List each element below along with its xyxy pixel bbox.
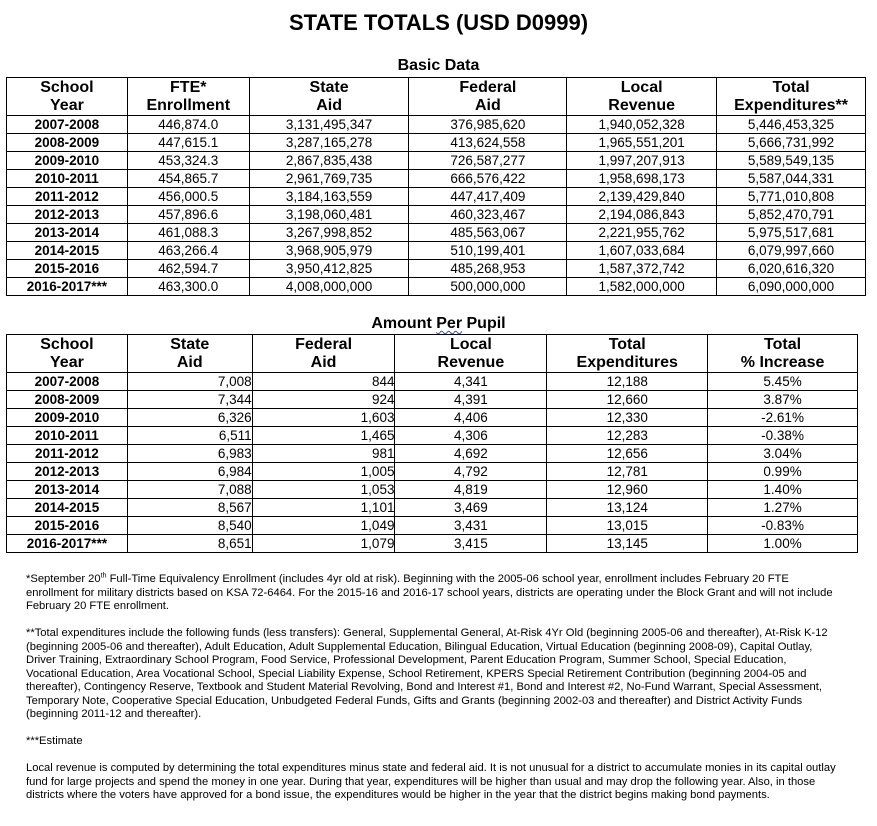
- basic-data-table: [6, 77, 866, 296]
- table-cell: 6,020,616,320: [717, 260, 866, 278]
- table-cell: 12,960: [547, 481, 708, 499]
- table-cell: 5,852,470,791: [717, 206, 866, 224]
- table-row: [7, 224, 866, 242]
- table-cell: 4,391: [395, 391, 547, 409]
- table-cell: 463,266.4: [127, 242, 249, 260]
- table-cell: 12,283: [547, 427, 708, 445]
- table-cell: 4,341: [395, 373, 547, 391]
- school-year-cell: 2009-2010: [7, 152, 128, 170]
- table-cell: 1.27%: [708, 499, 858, 517]
- table-row: [7, 260, 866, 278]
- footnotes: [26, 573, 838, 816]
- table-cell: 3,431: [395, 517, 547, 535]
- table-cell: 5,446,453,325: [717, 116, 866, 134]
- table-cell: 13,145: [547, 535, 708, 553]
- table-cell: 446,874.0: [127, 116, 249, 134]
- table-cell: 6,326: [127, 409, 252, 427]
- basic-header-row: [7, 78, 866, 116]
- table-cell: 454,865.7: [127, 170, 249, 188]
- table-cell: 666,576,422: [409, 170, 567, 188]
- table-cell: 8,567: [127, 499, 252, 517]
- table-cell: 2,139,429,840: [567, 188, 717, 206]
- table-row: [7, 134, 866, 152]
- table-cell: 3.87%: [708, 391, 858, 409]
- table-row: [7, 517, 858, 535]
- table-row: [7, 152, 866, 170]
- table-cell: 453,324.3: [127, 152, 249, 170]
- table-cell: 5,589,549,135: [717, 152, 866, 170]
- local-revenue-note: Local revenue is computed by determining the total expenditures minus state and federal aid. It is not unusual for a district to accumulate monies in its capital outlay fund for large projects and spend the money in one year. During that year, expenditures will be higher than usual and may drop the following year. Also, in those districts where the voters have approved for a bond issue, the expenditures would be higher in the year that the district begins making bond payments.: [26, 762, 836, 801]
- school-year-cell: 2007-2008: [7, 116, 128, 134]
- table-cell: 12,781: [547, 463, 708, 481]
- header-percent-increase: Total % Increase: [708, 335, 858, 373]
- table-cell: 6,511: [127, 427, 252, 445]
- table-cell: 1,587,372,742: [567, 260, 717, 278]
- table-cell: 500,000,000: [409, 278, 567, 296]
- header-fte-enrollment: FTE* Enrollment: [127, 78, 249, 116]
- table-cell: 12,660: [547, 391, 708, 409]
- table-cell: 13,124: [547, 499, 708, 517]
- table-cell: 5,587,044,331: [717, 170, 866, 188]
- table-cell: 2,867,835,438: [249, 152, 409, 170]
- table-cell: 6,090,000,000: [717, 278, 866, 296]
- table-cell: 1.00%: [708, 535, 858, 553]
- school-year-cell: 2012-2013: [7, 206, 128, 224]
- table-row: [7, 499, 858, 517]
- table-cell: 4,692: [395, 445, 547, 463]
- school-year-cell: 2009-2010: [7, 409, 128, 427]
- table-cell: 1,053: [252, 481, 395, 499]
- table-cell: 1,005: [252, 463, 395, 481]
- table-cell: 924: [252, 391, 395, 409]
- table-cell: 7,008: [127, 373, 252, 391]
- table-row: [7, 391, 858, 409]
- school-year-cell: 2016-2017***: [7, 278, 128, 296]
- table-cell: 1,582,000,000: [567, 278, 717, 296]
- school-year-cell: 2012-2013: [7, 463, 128, 481]
- table-cell: 3,184,163,559: [249, 188, 409, 206]
- table-cell: 1,965,551,201: [567, 134, 717, 152]
- table-cell: 4,819: [395, 481, 547, 499]
- table-cell: 13,015: [547, 517, 708, 535]
- table-cell: 5,771,010,808: [717, 188, 866, 206]
- table-cell: -0.83%: [708, 517, 858, 535]
- header-state-aid: State Aid: [249, 78, 409, 116]
- table-cell: 1,049: [252, 517, 395, 535]
- table-cell: 4,406: [395, 409, 547, 427]
- school-year-cell: 2014-2015: [7, 499, 128, 517]
- table-cell: 2,961,769,735: [249, 170, 409, 188]
- table-cell: 3,267,998,852: [249, 224, 409, 242]
- table-cell: 462,594.7: [127, 260, 249, 278]
- school-year-cell: 2014-2015: [7, 242, 128, 260]
- table-row: [7, 206, 866, 224]
- table-cell: 2,194,086,843: [567, 206, 717, 224]
- table-cell: 0.99%: [708, 463, 858, 481]
- estimate-footnote: ***Estimate: [26, 735, 83, 747]
- table-cell: 3,198,060,481: [249, 206, 409, 224]
- table-row: [7, 409, 858, 427]
- table-row: [7, 445, 858, 463]
- table-cell: 461,088.3: [127, 224, 249, 242]
- table-row: [7, 188, 866, 206]
- header-school-year: School Year: [7, 335, 128, 373]
- per-pupil-heading: Amount Per Pupil: [371, 315, 506, 332]
- table-cell: 6,983: [127, 445, 252, 463]
- table-cell: 3,469: [395, 499, 547, 517]
- table-cell: 4,792: [395, 463, 547, 481]
- table-cell: 3,131,495,347: [249, 116, 409, 134]
- header-total-expenditures: Total Expenditures: [547, 335, 708, 373]
- header-local-revenue: Local Revenue: [395, 335, 547, 373]
- table-cell: -0.38%: [708, 427, 858, 445]
- table-row: [7, 242, 866, 260]
- table-cell: 981: [252, 445, 395, 463]
- table-cell: 4,306: [395, 427, 547, 445]
- table-cell: 1,101: [252, 499, 395, 517]
- page-title: STATE TOTALS (USD D0999): [288, 10, 589, 35]
- school-year-cell: 2010-2011: [7, 427, 128, 445]
- table-cell: 485,268,953: [409, 260, 567, 278]
- school-year-cell: 2013-2014: [7, 224, 128, 242]
- table-row: [7, 481, 858, 499]
- table-cell: 447,417,409: [409, 188, 567, 206]
- table-row: [7, 170, 866, 188]
- school-year-cell: 2013-2014: [7, 481, 128, 499]
- table-cell: 3,415: [395, 535, 547, 553]
- school-year-cell: 2010-2011: [7, 170, 128, 188]
- table-cell: 460,323,467: [409, 206, 567, 224]
- table-cell: 12,330: [547, 409, 708, 427]
- table-cell: 1,607,033,684: [567, 242, 717, 260]
- table-cell: 3.04%: [708, 445, 858, 463]
- table-cell: 5.45%: [708, 373, 858, 391]
- table-cell: 413,624,558: [409, 134, 567, 152]
- table-cell: 3,968,905,979: [249, 242, 409, 260]
- table-cell: 463,300.0: [127, 278, 249, 296]
- school-year-cell: 2015-2016: [7, 260, 128, 278]
- table-cell: 457,896.6: [127, 206, 249, 224]
- table-cell: 3,287,165,278: [249, 134, 409, 152]
- table-cell: 726,587,277: [409, 152, 567, 170]
- table-row: [7, 373, 858, 391]
- table-cell: 8,540: [127, 517, 252, 535]
- table-cell: 8,651: [127, 535, 252, 553]
- header-total-expenditures: Total Expenditures**: [717, 78, 866, 116]
- table-cell: 12,656: [547, 445, 708, 463]
- table-cell: 1,997,207,913: [567, 152, 717, 170]
- table-cell: 844: [252, 373, 395, 391]
- table-cell: 3,950,412,825: [249, 260, 409, 278]
- table-cell: 5,975,517,681: [717, 224, 866, 242]
- table-cell: 5,666,731,992: [717, 134, 866, 152]
- school-year-cell: 2008-2009: [7, 391, 128, 409]
- table-row: [7, 116, 866, 134]
- table-cell: 456,000.5: [127, 188, 249, 206]
- school-year-cell: 2007-2008: [7, 373, 128, 391]
- table-cell: 7,344: [127, 391, 252, 409]
- pupil-header-row: [7, 335, 858, 373]
- table-cell: 1,465: [252, 427, 395, 445]
- school-year-cell: 2011-2012: [7, 445, 128, 463]
- table-cell: 376,985,620: [409, 116, 567, 134]
- table-cell: 1,958,698,173: [567, 170, 717, 188]
- table-cell: 1.40%: [708, 481, 858, 499]
- expenditures-footnote: **Total expenditures include the following funds (less transfers): General, Supplemental General, At-Risk 4Yr Old (beginning 2005-06 and thereafter), At-Risk K-12 (beginning 2005-06 and thereafter), Adult Education, Adult Supplemental Education, Bilingual Education, Virtual Education (beginning 2008-09), Capital Outlay, Driver Training, Extraordinary School Program, Food Service, Professional Development, Parent Education Program, Summer School, Special Education, Vocational Education, Area Vocational School, Special Liability Expense, School Retirement, KPERS Special Retirement Contribution (beginning 2004-05 and thereafter), Contingency Reserve, Textbook and Student Material Revolving, Bond and Interest #1, Bond and Interest #2, No-Fund Warrant, Special Assessment, Temporary Note, Cooperative Special Education, Unbudgeted Federal Funds, Gifts and Grants (beginning 2002-03 and thereafter) and District Activity Funds (beginning 2011-12 and thereafter).: [26, 627, 828, 720]
- table-cell: 4,008,000,000: [249, 278, 409, 296]
- table-row: [7, 535, 858, 553]
- table-row: [7, 463, 858, 481]
- table-cell: 485,563,067: [409, 224, 567, 242]
- per-pupil-table: [6, 334, 858, 553]
- table-cell: 510,199,401: [409, 242, 567, 260]
- school-year-cell: 2011-2012: [7, 188, 128, 206]
- fte-footnote: *September 20th Full-Time Equivalency Enrollment (includes 4yr old at risk). Beginning with the 2005-06 school year, enrollment includes February 20 FTE enrollment for military districts based on KSA 72-6464. For the 2015-16 and 2016-17 school years, districts are operating under the Block Grant and will not include February 20 FTE enrollment.: [26, 572, 833, 612]
- school-year-cell: 2008-2009: [7, 134, 128, 152]
- header-federal-aid: Federal Aid: [409, 78, 567, 116]
- school-year-cell: 2016-2017***: [7, 535, 128, 553]
- header-local-revenue: Local Revenue: [567, 78, 717, 116]
- table-cell: 447,615.1: [127, 134, 249, 152]
- header-school-year: School Year: [7, 78, 128, 116]
- table-row: [7, 427, 858, 445]
- table-cell: 1,940,052,328: [567, 116, 717, 134]
- table-cell: 12,188: [547, 373, 708, 391]
- table-row: [7, 278, 866, 296]
- table-cell: 7,088: [127, 481, 252, 499]
- header-federal-aid: Federal Aid: [252, 335, 395, 373]
- header-state-aid: State Aid: [127, 335, 252, 373]
- table-cell: 1,603: [252, 409, 395, 427]
- table-cell: 6,079,997,660: [717, 242, 866, 260]
- table-cell: 6,984: [127, 463, 252, 481]
- table-cell: 2,221,955,762: [567, 224, 717, 242]
- table-cell: 1,079: [252, 535, 395, 553]
- school-year-cell: 2015-2016: [7, 517, 128, 535]
- table-cell: -2.61%: [708, 409, 858, 427]
- basic-data-heading: Basic Data: [397, 57, 480, 74]
